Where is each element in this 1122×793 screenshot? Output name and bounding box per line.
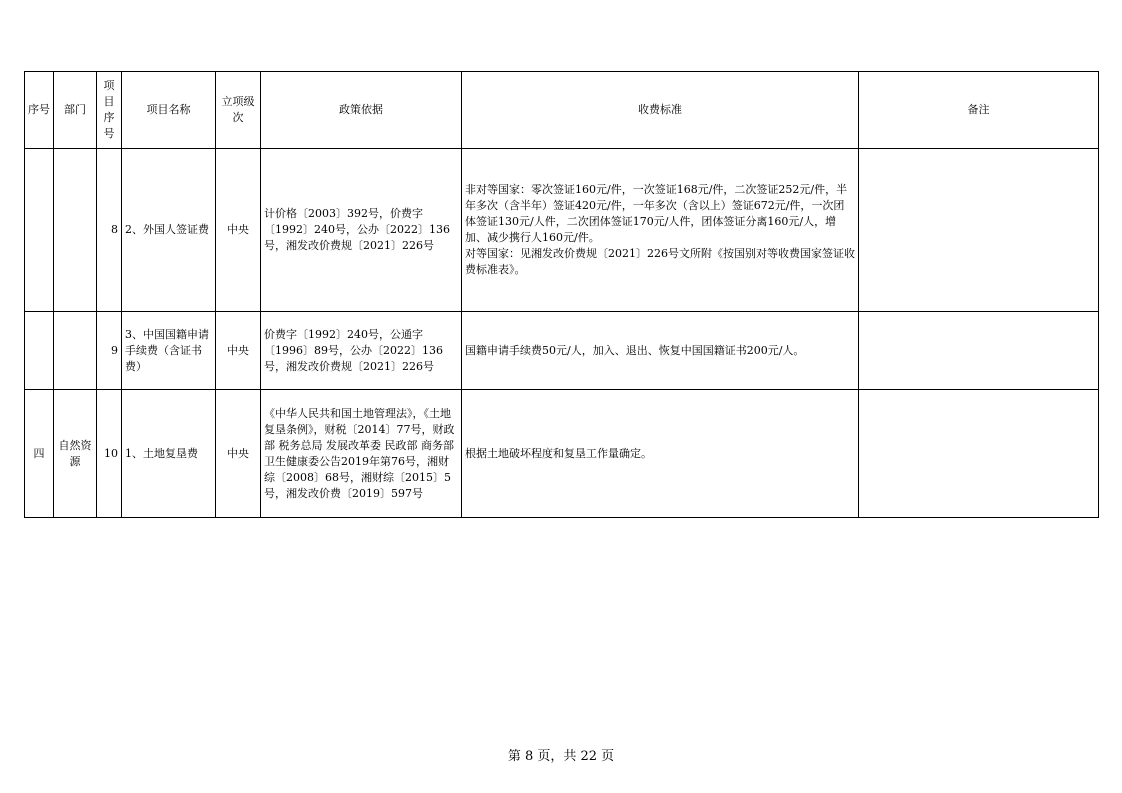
cell-dept bbox=[54, 312, 97, 390]
table-row bbox=[25, 390, 1099, 518]
header-standard: 收费标准 bbox=[462, 72, 859, 149]
cell-level: 中央 bbox=[216, 312, 261, 390]
cell-remark bbox=[859, 390, 1099, 518]
cell-remark bbox=[859, 149, 1099, 312]
standard-line: 根据土地破坏程度和复垦工作量确定。 bbox=[465, 446, 652, 460]
cell-dept: 自然资源 bbox=[54, 390, 97, 518]
header-seq: 序号 bbox=[25, 72, 54, 149]
cell-item-name: 3、中国国籍申请手续费（含证书费） bbox=[122, 312, 216, 390]
cell-remark bbox=[859, 312, 1099, 390]
standard-line: 非对等国家：零次签证160元/件，一次签证168元/件，二次签证252元/件，半年多次（含半年）签证420元/件，一年多次（含以上）签证672元/件，一次团体签证130元/人件，二次团体签证170元/人件，团体签证分离160元/人，增加、减少携行人160元/件。 bbox=[465, 183, 848, 244]
cell-item-seq: 10 bbox=[97, 390, 122, 518]
cell-standard bbox=[462, 149, 859, 312]
standard-line: 国籍申请手续费50元/人，加入、退出、恢复中国国籍证书200元/人。 bbox=[465, 343, 805, 357]
cell-standard bbox=[462, 312, 859, 390]
cell-policy: 《中华人民共和国土地管理法》，《土地复垦条例》，财税〔2014〕77号，财政部 税务总局 发展改革委 民政部 商务部 卫生健康委公告2019年第76号，湘财综〔2008〕68号，湘财综〔2015〕5号，湘发改价费〔2019〕597号 bbox=[261, 390, 462, 518]
cell-item-seq: 8 bbox=[97, 149, 122, 312]
cell-policy: 价费字〔1992〕240号，公通字〔1996〕89号，公办〔2022〕136号，湘发改价费规〔2021〕226号 bbox=[261, 312, 462, 390]
cell-dept bbox=[54, 149, 97, 312]
table-row bbox=[25, 149, 1099, 312]
cell-seq bbox=[25, 149, 54, 312]
header-dept: 部门 bbox=[54, 72, 97, 149]
header-item-seq: 项目序号 bbox=[97, 72, 122, 149]
cell-item-seq: 9 bbox=[97, 312, 122, 390]
page-number: 第 8 页，共 22 页 bbox=[507, 749, 615, 764]
header-policy: 政策依据 bbox=[261, 72, 462, 149]
table-row bbox=[25, 312, 1099, 390]
cell-level: 中央 bbox=[216, 149, 261, 312]
header-remark: 备注 bbox=[859, 72, 1099, 149]
cell-item-name: 2、外国人签证费 bbox=[122, 149, 216, 312]
standard-line: 对等国家：见湘发改价费规〔2021〕226号文所附《按国别对等收费国家签证收费标准表》。 bbox=[465, 247, 855, 276]
header-item-name: 项目名称 bbox=[122, 72, 216, 149]
cell-policy: 计价格〔2003〕392号，价费字〔1992〕240号，公办〔2022〕136号，湘发改价费规〔2021〕226号 bbox=[261, 149, 462, 312]
cell-item-name: 1、土地复垦费 bbox=[122, 390, 216, 518]
cell-level: 中央 bbox=[216, 390, 261, 518]
cell-seq bbox=[25, 312, 54, 390]
header-row bbox=[25, 72, 1099, 149]
header-level: 立项级次 bbox=[216, 72, 261, 149]
cell-standard bbox=[462, 390, 859, 518]
cell-seq: 四 bbox=[25, 390, 54, 518]
fee-table bbox=[24, 71, 1099, 518]
